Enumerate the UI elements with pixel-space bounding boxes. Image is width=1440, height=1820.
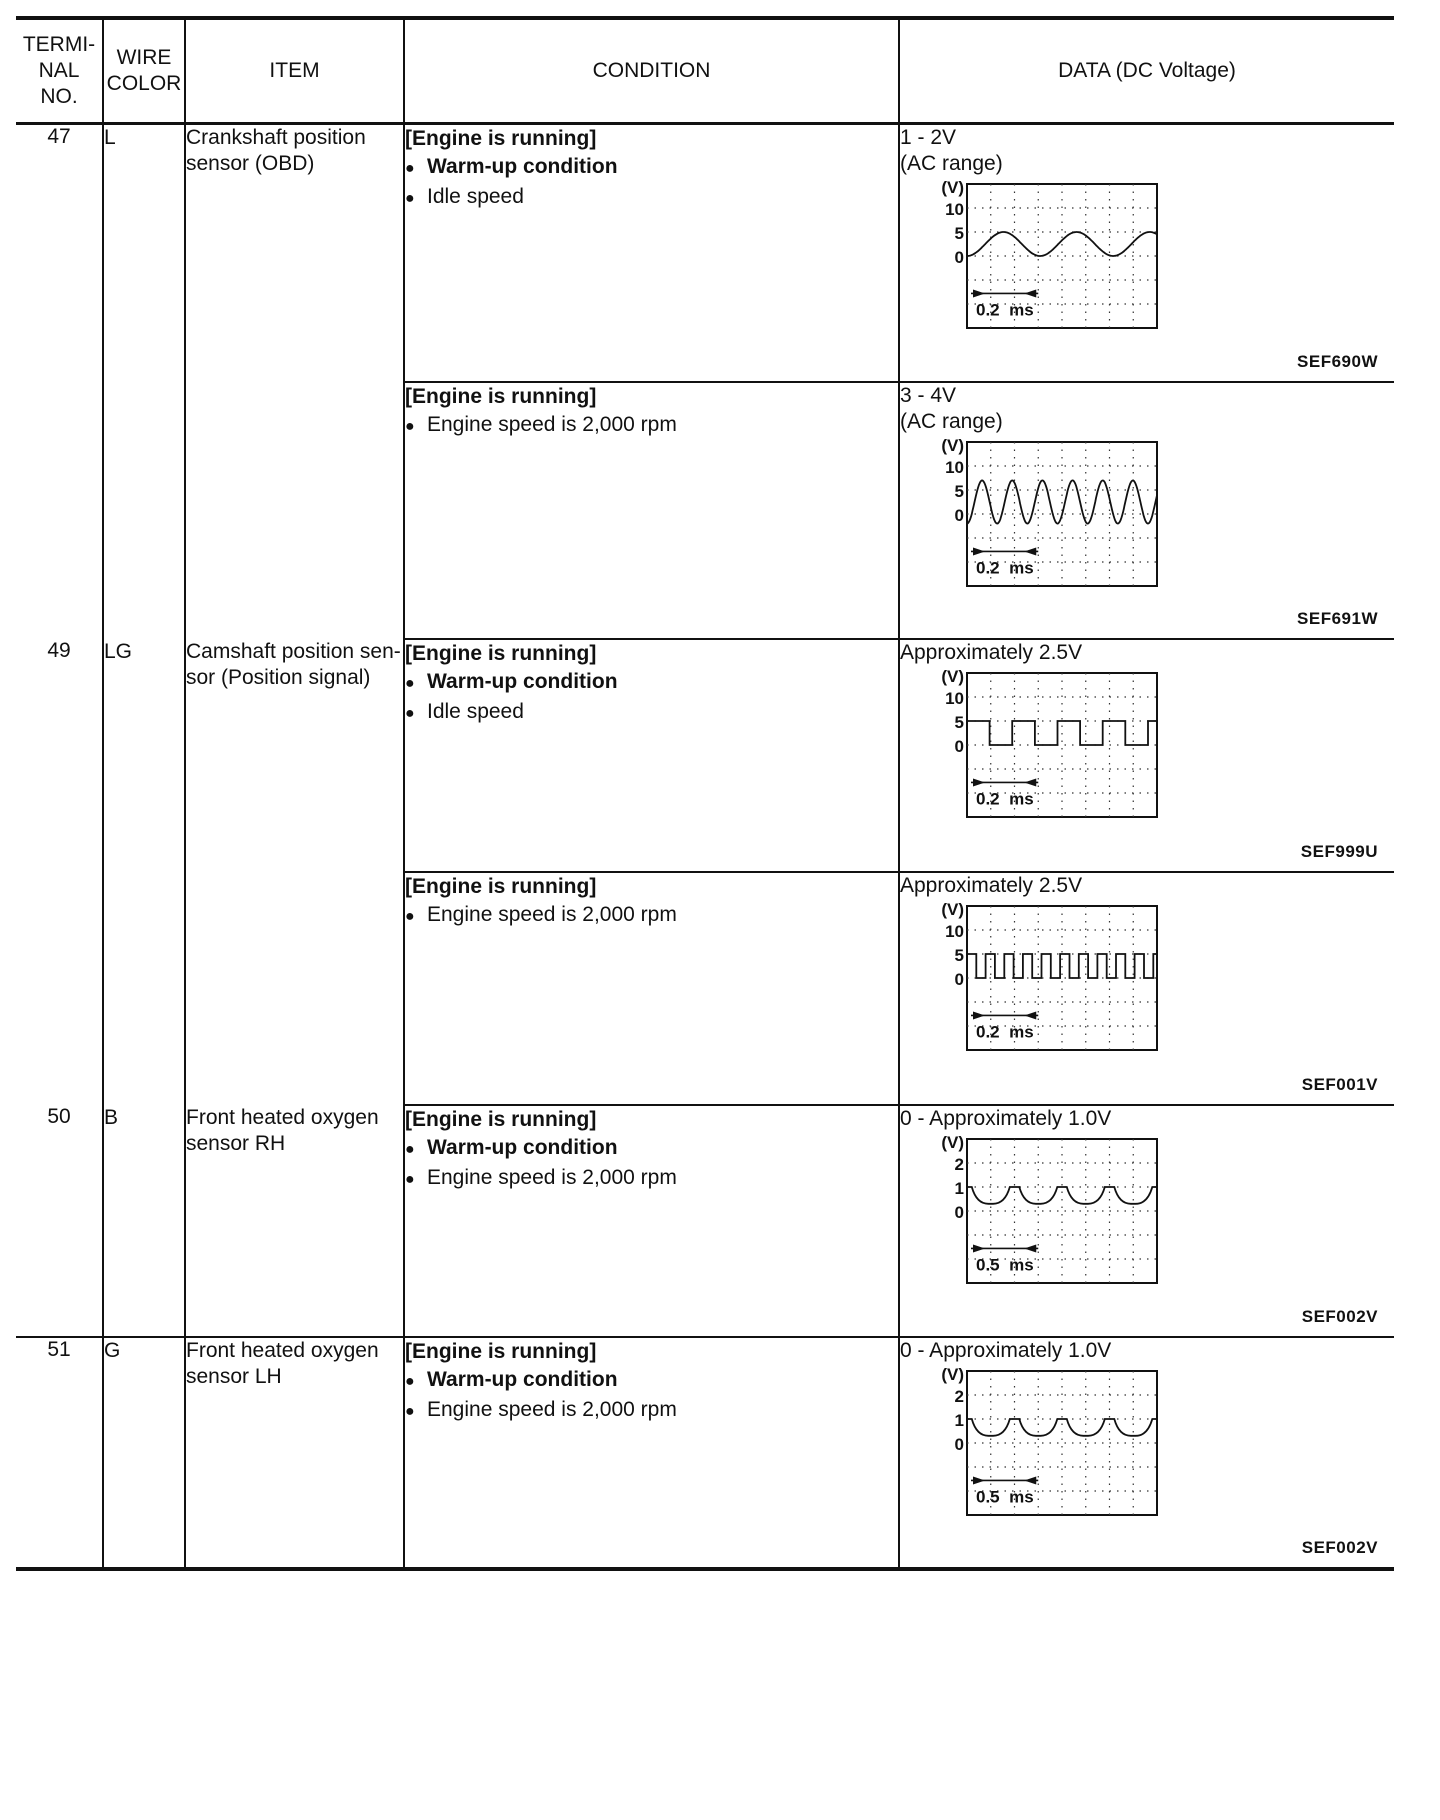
- wire-cell: [103, 639, 185, 1105]
- condition-cell: [404, 382, 899, 639]
- terminal-cell: [16, 1105, 103, 1337]
- terminal-cell: [16, 639, 103, 1105]
- oscilloscope-screen: [966, 1138, 1158, 1306]
- bullet-icon: ●: [405, 1372, 415, 1390]
- data-voltage-text: Approximately 2.5V: [900, 640, 1083, 664]
- y-tick-label: (V): [941, 666, 964, 686]
- y-tick-label: (V): [941, 899, 964, 919]
- condition-text: Engine speed is 2,000 rpm: [427, 412, 677, 436]
- condition-cell: [404, 872, 899, 1105]
- ecm-terminal-table: [16, 16, 1394, 1571]
- terminal-number: 51: [47, 1337, 71, 1361]
- bullet-icon: ●: [405, 160, 415, 177]
- item-label: Front heated oxygen sensor LH: [186, 1338, 379, 1388]
- data-cell: [899, 639, 1394, 872]
- y-tick-label: 10: [945, 921, 964, 941]
- data-cell: [899, 382, 1394, 639]
- condition-text: Warm-up condition: [427, 669, 618, 693]
- y-tick-label: 10: [945, 200, 964, 219]
- table-row: [16, 124, 1394, 382]
- header-data-label: DATA (DC Voltage): [1058, 59, 1236, 82]
- condition-cell: [404, 1105, 899, 1337]
- figure-code: SEF002V: [1301, 1537, 1378, 1557]
- condition-cell: [404, 124, 899, 382]
- header-condition: [404, 18, 899, 124]
- figure-code: SEF691W: [1297, 608, 1378, 628]
- y-tick-label: 0: [954, 1434, 964, 1454]
- condition-title: [Engine is running]: [405, 641, 597, 665]
- header-item: [185, 18, 404, 124]
- oscilloscope-figure: [928, 437, 1168, 609]
- header-item-label: ITEM: [269, 59, 320, 82]
- table-row: [16, 639, 1394, 872]
- condition-text: Idle speed: [427, 699, 524, 723]
- y-tick-label: (V): [941, 1132, 964, 1152]
- condition-item: [405, 411, 898, 441]
- item-label: Front heated oxygen sensor RH: [186, 1105, 379, 1155]
- oscilloscope-screen: [966, 905, 1158, 1073]
- oscilloscope-figure: [928, 1366, 1168, 1538]
- y-tick-label: 10: [945, 688, 964, 708]
- condition-item: [405, 1164, 898, 1194]
- terminal-number: 50: [47, 1104, 71, 1128]
- condition-item: [405, 153, 898, 183]
- header-row: [16, 18, 1394, 124]
- item-label: Crankshaft position sensor (OBD): [186, 126, 366, 175]
- data-voltage-text: Approximately 2.5V: [900, 873, 1083, 897]
- terminal-cell: [16, 124, 103, 639]
- data-voltage-text: 1 - 2V (AC range): [900, 126, 1003, 175]
- y-tick-label: 5: [954, 481, 964, 501]
- bullet-icon: ●: [405, 417, 415, 435]
- condition-cell: [404, 1337, 899, 1569]
- wire-color: L: [104, 126, 116, 149]
- condition-item: [405, 1396, 898, 1426]
- item-cell: [185, 639, 404, 1105]
- terminal-cell: [16, 1337, 103, 1569]
- figure-code: SEF999U: [1300, 841, 1378, 861]
- data-cell: [899, 124, 1394, 382]
- condition-title: [Engine is running]: [405, 1107, 597, 1131]
- wire-color: B: [104, 1105, 119, 1129]
- condition-text: Engine speed is 2,000 rpm: [427, 902, 677, 926]
- header-terminal: [16, 18, 103, 124]
- condition-text: Engine speed is 2,000 rpm: [427, 1397, 677, 1421]
- bullet-icon: ●: [405, 1402, 415, 1420]
- bullet-icon: ●: [405, 907, 415, 925]
- condition-text: Warm-up condition: [427, 1367, 618, 1391]
- oscilloscope-figure: [928, 901, 1168, 1073]
- figure-code: SEF002V: [1301, 1306, 1378, 1326]
- y-tick-label: 2: [954, 1154, 964, 1174]
- condition-text: Warm-up condition: [427, 1135, 618, 1159]
- wire-color: LG: [104, 639, 133, 663]
- time-division-label: 0.2 ms: [976, 1021, 1034, 1041]
- oscilloscope-figure: [928, 1134, 1168, 1306]
- y-tick-label: 10: [945, 457, 964, 477]
- time-division-label: 0.2 ms: [976, 557, 1034, 577]
- header-data: [899, 18, 1394, 124]
- time-division-label: 0.2 ms: [976, 300, 1034, 320]
- condition-item: [405, 901, 898, 931]
- y-tick-label: (V): [941, 1364, 964, 1384]
- y-tick-label: 5: [954, 945, 964, 965]
- wire-cell: [103, 124, 185, 639]
- condition-title: [Engine is running]: [405, 874, 597, 898]
- oscilloscope-screen: [966, 1370, 1158, 1538]
- y-tick-label: (V): [941, 178, 964, 197]
- condition-text: Engine speed is 2,000 rpm: [427, 1165, 677, 1189]
- data-cell: [899, 872, 1394, 1105]
- condition-item: [405, 668, 898, 698]
- header-terminal-label: TERMI- NAL NO.: [22, 33, 96, 108]
- header-condition-label: CONDITION: [592, 59, 711, 82]
- oscilloscope-screen: [966, 183, 1158, 351]
- time-division-label: 0.2 ms: [976, 788, 1034, 808]
- y-tick-label: 2: [954, 1386, 964, 1406]
- condition-item: [405, 183, 898, 213]
- y-tick-label: 1: [954, 1410, 964, 1430]
- bullet-icon: ●: [405, 674, 415, 692]
- bullet-icon: ●: [405, 1140, 415, 1158]
- y-tick-label: (V): [941, 435, 964, 455]
- condition-title: [Engine is running]: [405, 127, 597, 150]
- header-wire: [103, 18, 185, 124]
- time-division-label: 0.5 ms: [976, 1254, 1034, 1274]
- condition-item: [405, 1366, 898, 1396]
- data-voltage-text: 0 - Approximately 1.0V: [900, 1338, 1112, 1362]
- bullet-icon: ●: [405, 1170, 415, 1188]
- oscilloscope-screen: [966, 672, 1158, 840]
- y-tick-label: 0: [954, 1202, 964, 1222]
- condition-text: Idle speed: [427, 185, 524, 208]
- terminal-number: 47: [47, 125, 71, 148]
- figure-code: SEF690W: [1297, 351, 1378, 371]
- y-tick-label: 0: [954, 505, 964, 525]
- header-wire-label: WIRE COLOR: [106, 46, 182, 95]
- condition-cell: [404, 639, 899, 872]
- data-cell: [899, 1105, 1394, 1337]
- item-cell: [185, 1337, 404, 1569]
- data-voltage-text: 0 - Approximately 1.0V: [900, 1106, 1112, 1130]
- item-cell: [185, 1105, 404, 1337]
- y-tick-label: 5: [954, 712, 964, 732]
- oscilloscope-figure: [928, 179, 1168, 351]
- data-cell: [899, 1337, 1394, 1569]
- y-tick-label: 5: [954, 224, 964, 243]
- condition-title: [Engine is running]: [405, 384, 597, 408]
- time-division-label: 0.5 ms: [976, 1486, 1034, 1506]
- y-tick-label: 1: [954, 1178, 964, 1198]
- figure-code: SEF001V: [1301, 1074, 1378, 1094]
- table-row: [16, 1105, 1394, 1337]
- bullet-icon: ●: [405, 190, 415, 207]
- oscilloscope-figure: [928, 668, 1168, 840]
- condition-text: Warm-up condition: [427, 155, 618, 178]
- wire-color: G: [104, 1338, 121, 1362]
- table-row: [16, 1337, 1394, 1569]
- y-tick-label: 0: [954, 248, 964, 267]
- oscilloscope-screen: [966, 441, 1158, 609]
- condition-item: [405, 1134, 898, 1164]
- item-label: Camshaft position sen- sor (Position signal): [186, 639, 401, 689]
- item-cell: [185, 124, 404, 639]
- terminal-number: 49: [47, 638, 71, 662]
- wire-cell: [103, 1337, 185, 1569]
- y-tick-label: 0: [954, 969, 964, 989]
- wire-cell: [103, 1105, 185, 1337]
- y-tick-label: 0: [954, 736, 964, 756]
- condition-item: [405, 698, 898, 728]
- data-voltage-text: 3 - 4V (AC range): [900, 383, 1003, 433]
- bullet-icon: ●: [405, 704, 415, 722]
- condition-title: [Engine is running]: [405, 1339, 597, 1363]
